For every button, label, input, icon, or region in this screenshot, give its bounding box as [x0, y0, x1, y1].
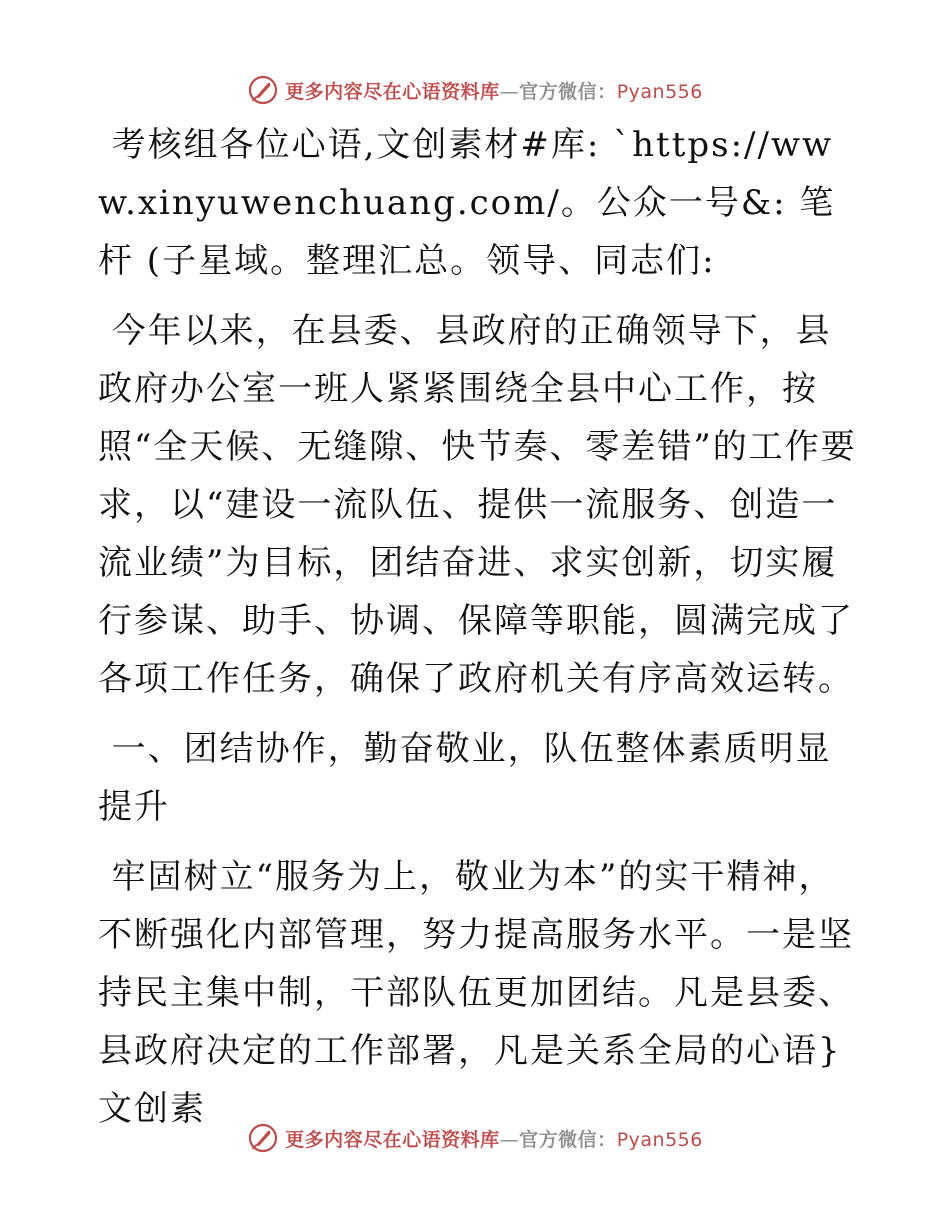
watermark-dash: — [499, 1128, 520, 1151]
watermark-wechat-id: Pyan556 [616, 80, 703, 103]
paragraph-section-1-body: 牢固树立“服务为上，敬业为本”的实干精神，不断强化内部管理，努力提高服务水平。一是坚持民主集中制，干部队伍更加团结。凡是县委、县政府决定的工作部署，凡是关系全局的心语}文创素 [98, 857, 854, 1129]
header-watermark-text [285, 77, 703, 104]
paragraph-intro: 考核组各位心语,文创素材#库: `https://www.xinyuwenchuang.com/。公众一号&: 笔杆 (子星域。整理汇总。领导、同志们: [98, 125, 836, 281]
watermark-office-label: 官方微信： [519, 1128, 617, 1151]
document-body [98, 116, 858, 1138]
footer-watermark-banner [0, 1118, 950, 1158]
watermark-wechat-id: Pyan556 [616, 1128, 703, 1151]
watermark-office-label: 官方微信： [519, 80, 617, 103]
watermark-main-text: 更多内容尽在心语资料库 [285, 1128, 500, 1151]
header-watermark-banner [0, 70, 950, 110]
feather-pen-logo-icon [247, 1122, 279, 1154]
section-heading-1: 一、团结协作，勤奋敬业，队伍整体素质明显提升 [98, 729, 832, 827]
paragraph-summary: 今年以来，在县委、县政府的正确领导下，县政府办公室一班人紧紧围绕全县中心工作，按照“全天候、无缝隙、快节奏、零差错”的工作要求，以“建设一流队伍、提供一流服务、创造一流业绩”为目标，团结奋进、求实创新，切实履行参谋、助手、协调、保障等职能，圆满完成了各项工作任务，确保了政府机关有序高效运转。 [98, 311, 857, 699]
watermark-dash: — [499, 80, 520, 103]
watermark-main-text: 更多内容尽在心语资料库 [285, 80, 500, 103]
footer-watermark-text [285, 1125, 703, 1152]
feather-pen-logo-icon [247, 74, 279, 106]
